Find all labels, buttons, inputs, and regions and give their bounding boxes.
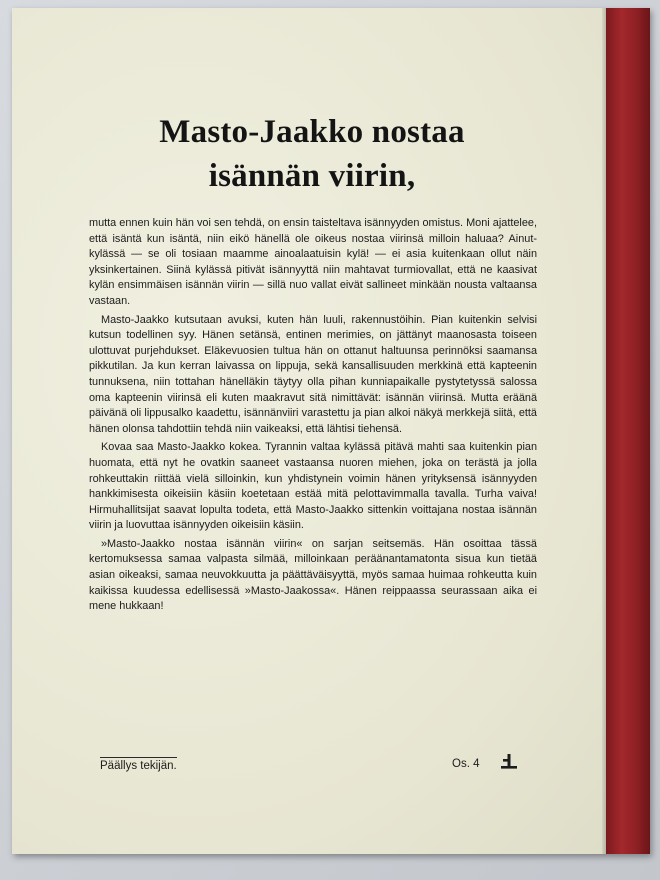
cover-credit: Päällys tekijän. <box>100 757 177 772</box>
book-back-cover <box>12 8 650 854</box>
title-line-2: isännän viirin, <box>208 158 416 194</box>
blurb-paragraph-4: »Masto-Jaakko nostaa isännän viirin« on sarjan seitsemäs. Hän osoittaa tässä kertomuksessa samaa valpasta silmää, milloinkaan peräänantamatonta sisua kun tietää asian oikeaksi, samaa neuvokkuutta ja päättäväisyyttä, myös samaa huimaa rohkeutta kuin kaikissa kuudessa edellisessä »Masto-Jaakossa«. Hänen reippaassa seurassaan aika ei mene hukkaan! <box>89 537 537 613</box>
blurb-paragraph-3: Kovaa saa Masto-Jaakko kokea. Tyrannin valtaa kylässä pitävä mahti saa kuitenkin pian huomata, että nyt he ovatkin saaneet vastaansa nuoren miehen, joka on terästä ja jolla rohkeuttakin riittää vielä silloinkin, kun yhdistynein voimin hänen yrityksensä isännyyden hankkimisesta oikeisiin käsiin koetetaan estää mitä pelottavimmalla tavalla. Turha vaiva! Hirmuhallitsijat saavat lopulta todeta, että Masto-Jaakko sittenkin voittajana nostaa isännän viirin ja luovuttaa isännyyden oikeisiin käsiin. <box>89 441 537 532</box>
cover-title <box>72 110 552 198</box>
cover-paper <box>12 8 606 854</box>
blurb-paragraph-2: Masto-Jaakko kutsutaan avuksi, kuten hän luuli, rakennustöihin. Pian kuitenkin selvisi kutsun todellinen syy. Hänen setänsä, entinen merimies, on jättänyt maanosasta toiseen ulottuvat purjehdukset. Eläkevuosien tultua hän on ottanut haltuunsa perinnöksi saamansa pikkutilan. Ja kun kerran laivassa on lippuja, sekä kansallisuuden merkkinä että kapteenin tunnuksena, niin tottahan hänelläkin täytyy olla pihan kunniapaikalle pystytetyssä salossa oma kapteenin viirinsä eli kuten maakravut sitä nimittävät: isännän viirinsä. Mutta eräänä päivänä oli lippusalko kaadettu, isännänviiri varastettu ja pian alkoi näkyä merkkejä siitä, että hänen olonsa tahdottiin tehdä niin vaikeaksi, että lähtisi tiehensä. <box>89 313 537 435</box>
book-spine <box>606 8 650 854</box>
publisher-logo-icon <box>500 753 518 771</box>
series-code: Os. 4 <box>452 758 480 770</box>
title-line-1: Masto-Jaakko nostaa <box>159 114 465 150</box>
blurb-paragraph-1: mutta ennen kuin hän voi sen tehdä, on ensin taisteltava isännyyden omistus. Moni ajattelee, että isäntä kun isäntä, niin eikö hänellä ole oikeus nostaa viirinsä milloin haluaa? Ainut-kylässä — se oli tosiaan maamme ainoalaatuisin kylä! — ei asia kuitenkaan ollut näin yksinkertainen. Siinä kylässä pitivät isännyyttä niin mahtavat turmiovallat, että ne kaasivat kylän ensimmäisen isännän viirin — sillä nuo vallat eivät sallineet minkään nousta valtaansa vastaan. <box>89 217 537 307</box>
blurb-text <box>89 216 537 618</box>
